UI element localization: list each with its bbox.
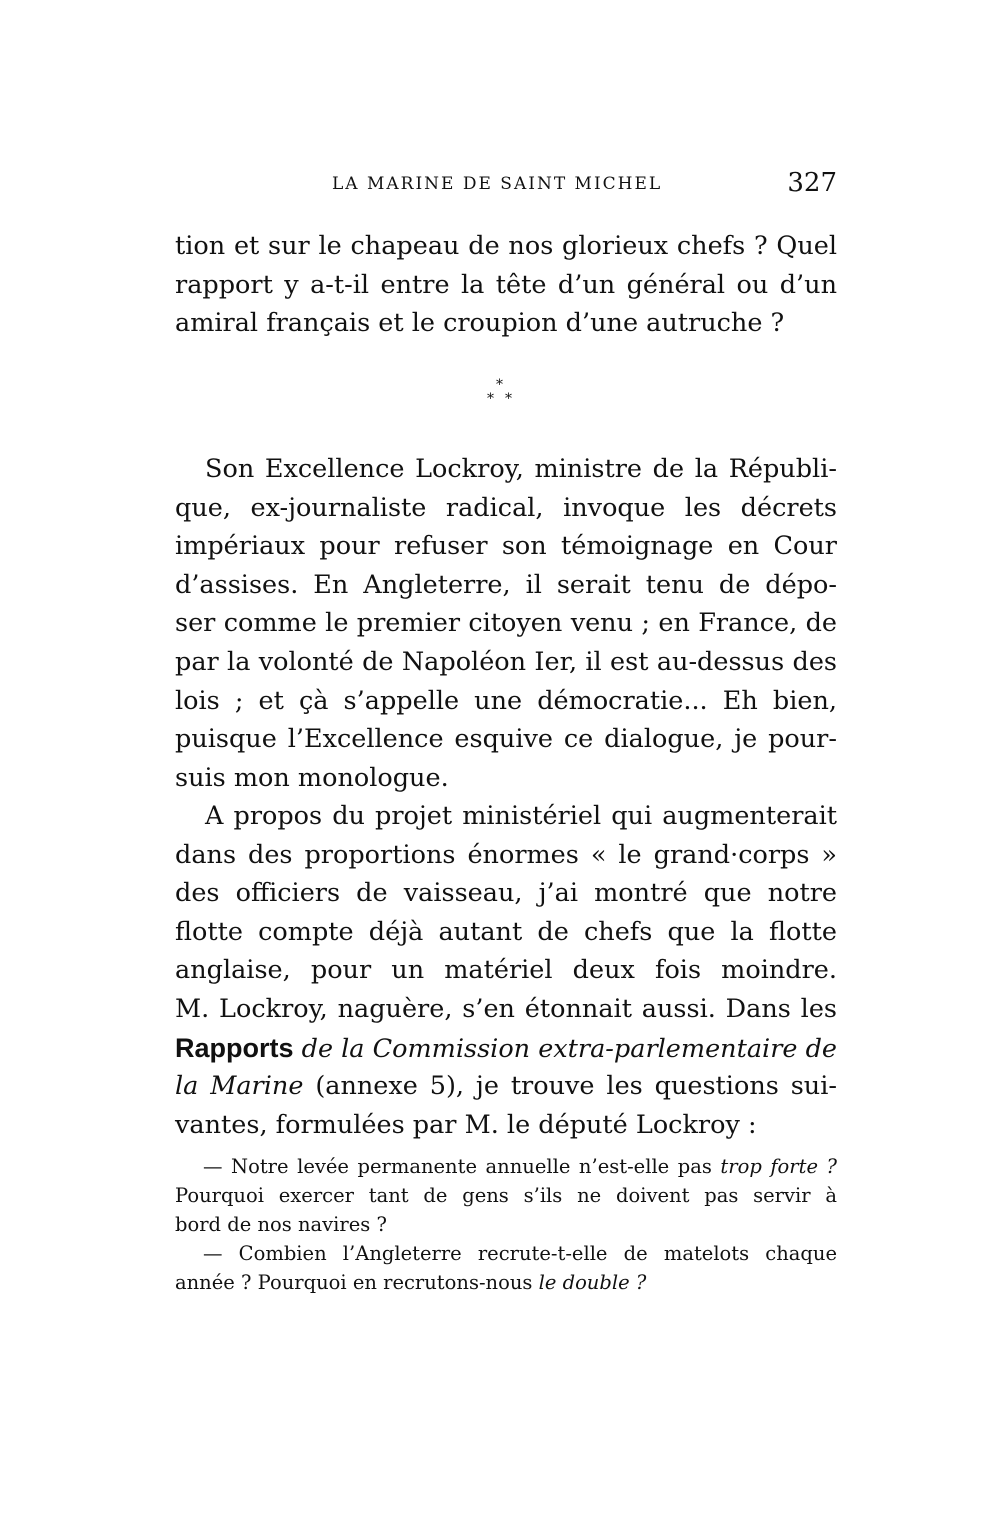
running-title: LA MARINE DE SAINT MICHEL	[332, 174, 663, 194]
paragraph-projet	[175, 797, 837, 1144]
text-line: des officiers de vaisseau, j’ai montré que notre	[175, 878, 837, 909]
page-number: 327	[787, 168, 837, 198]
text-segment: — Notre levée permanente annuelle n’est-elle pas	[203, 1155, 712, 1178]
italic-phrase: trop forte ?	[720, 1155, 837, 1178]
italic-title: la Marine	[175, 1071, 304, 1102]
asterism-separator	[470, 370, 530, 410]
text-line: suis mon monologue.	[175, 762, 449, 793]
quoted-questions	[175, 1152, 837, 1297]
text-line: anglaise, pour un matériel deux fois moindre.	[175, 955, 837, 986]
text-line: dans des proportions énormes « le grand·corps »	[175, 839, 837, 870]
quote-line: bord de nos navires ?	[175, 1213, 387, 1236]
text-line: impériaux pour refuser son témoignage en Cour	[175, 531, 837, 562]
text-line: A propos du projet ministériel qui augmenterait	[205, 801, 837, 831]
text-line-with-title	[175, 1067, 837, 1106]
asterisk-mark: *	[487, 391, 494, 407]
text-line: puisque l’Excellence esquive ce dialogue, je pour-	[175, 724, 837, 755]
asterisk-mark: *	[505, 391, 512, 407]
text-line: tion et sur le chapeau de nos glorieux chefs ? Quel	[175, 231, 837, 261]
text-line: ser comme le premier citoyen venu ; en France, de	[175, 608, 837, 639]
quote-line	[175, 1152, 837, 1181]
bold-title: Rapports	[175, 1032, 294, 1063]
text-line: vantes, formulées par M. le député Lockroy :	[175, 1109, 757, 1140]
asterisk-mark: *	[496, 377, 503, 393]
text-line: M. Lockroy, naguère, s’en étonnait aussi. Dans les	[175, 993, 837, 1024]
text-line: amiral français et le croupion d’une autruche ?	[175, 308, 785, 339]
text-line: d’assises. En Angleterre, il serait tenu de dépo-	[175, 569, 837, 600]
text-line: flotte compte déjà autant de chefs que la flotte	[175, 916, 837, 947]
text-line: par la volonté de Napoléon Ier, il est au-dessus des	[175, 646, 837, 677]
running-head	[175, 168, 837, 208]
text-line: Son Excellence Lockroy, ministre de la Républi-	[205, 454, 837, 484]
text-line-with-title	[175, 1029, 837, 1068]
paragraph-continued	[175, 227, 837, 343]
quote-line: Pourquoi exercer tant de gens s’ils ne doivent pas servir à	[175, 1184, 837, 1207]
text-segment: (annexe 5), je trouve les questions sui-	[315, 1071, 837, 1102]
italic-phrase: le double ?	[538, 1271, 647, 1294]
text-line: lois ; et çà s’appelle une démocratie... Eh bien,	[175, 685, 837, 716]
quote-line	[175, 1268, 837, 1297]
text-line: que, ex-journaliste radical, invoque les décrets	[175, 492, 837, 523]
italic-title: de la Commission extra-parlementaire de	[301, 1033, 837, 1064]
text-segment: année ? Pourquoi en recrutons-nous	[175, 1271, 533, 1294]
text-line: rapport y a-t-il entre la tête d’un général ou d’un	[175, 269, 837, 300]
quote-line: — Combien l’Angleterre recrute-t-elle de matelots chaque	[203, 1242, 837, 1265]
paragraph-lockroy	[175, 450, 837, 797]
